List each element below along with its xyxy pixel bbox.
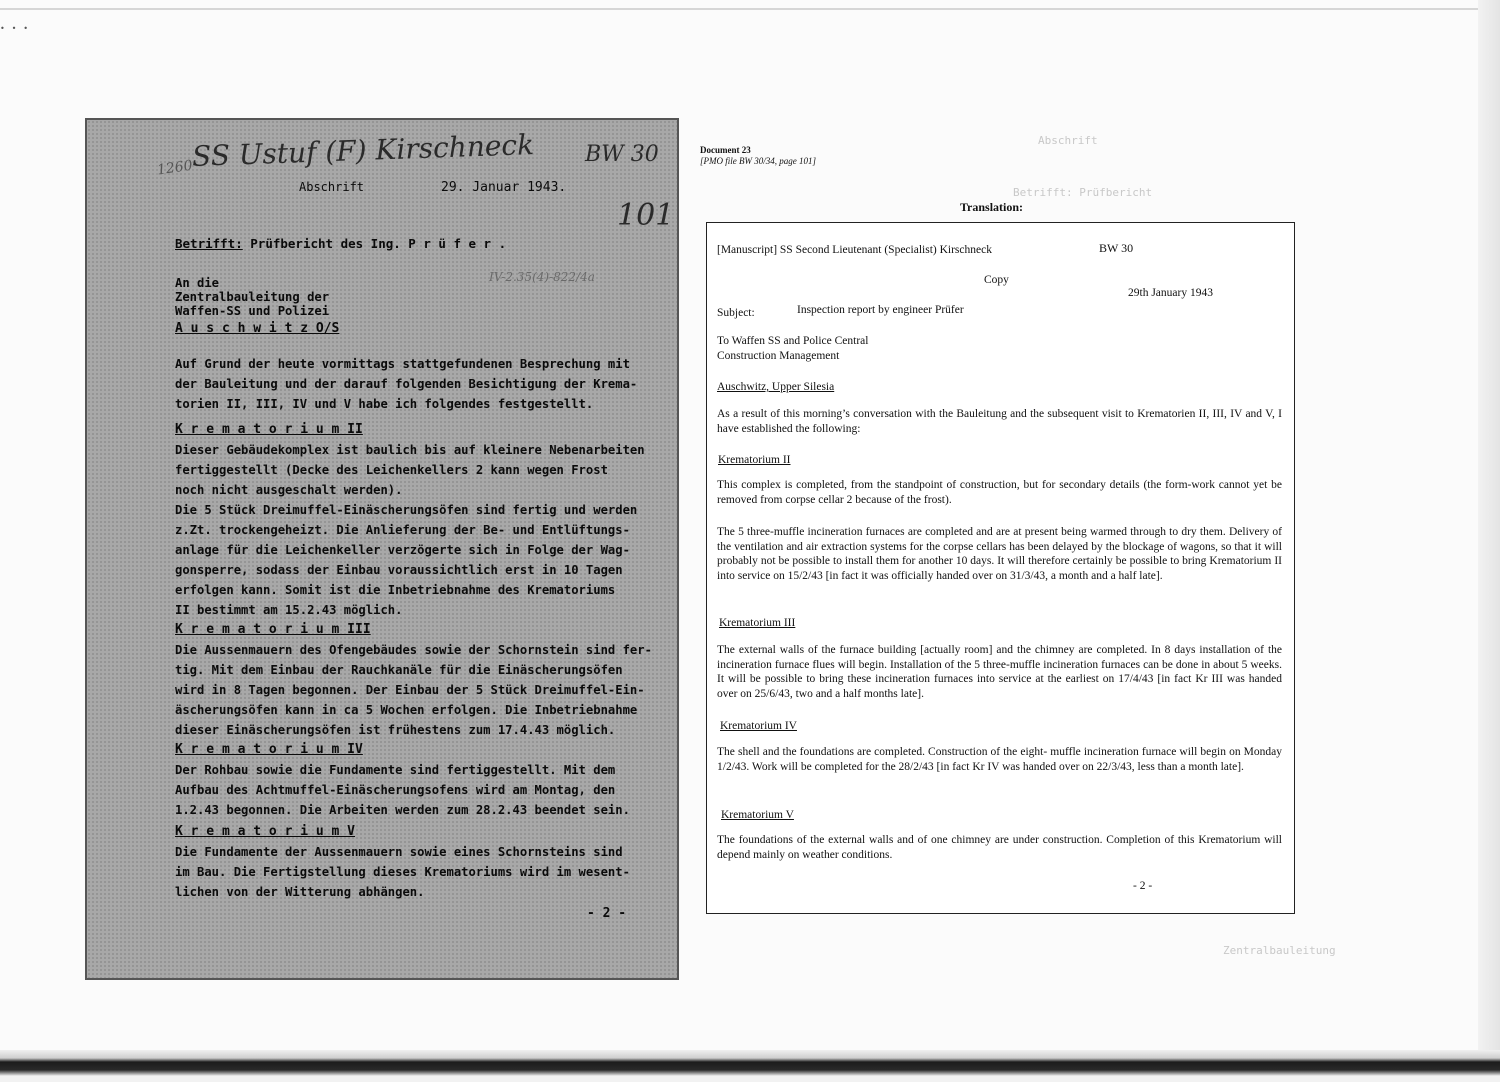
section-heading-k3: Krematorium III <box>719 617 796 629</box>
section-line: anlage für die Leichenkeller verzögerte sich in Folge der Wag- <box>175 543 630 557</box>
section-line: äscherungsöfen kann in ca 5 Wochen erfolgen. Die Inbetriebnahme <box>175 703 638 717</box>
intro-line: der Bauleitung und der darauf folgenden Besichtigung der Krema- <box>175 377 638 391</box>
bw-reference: BW 30 <box>1099 241 1134 255</box>
section-line: lichen von der Witterung abhängen. <box>175 885 425 899</box>
section-line: fertiggestellt (Decke des Leichenkellers 2 kann wegen Frost <box>175 463 608 477</box>
subject-text: Inspection report by engineer Prüfer <box>797 304 964 316</box>
section-line: Die Aussenmauern des Ofengebäudes sowie der Schornstein sind fer- <box>175 643 652 657</box>
bleed-through-text: Zentralbauleitung <box>1223 944 1336 957</box>
original-location: A u s c h w i t z O/S <box>175 321 340 336</box>
intro-line: torien II, III, IV und V habe ich folgendes festgestellt. <box>175 397 594 411</box>
recipient-line: Construction Management <box>717 350 840 362</box>
recipient-line: To Waffen SS and Police Central <box>717 335 869 347</box>
section-heading: K r e m a t o r i u m III <box>175 622 371 637</box>
translation-title: Translation: <box>959 200 1024 214</box>
translation-date: 29th January 1943 <box>1128 287 1213 299</box>
translation-box <box>706 222 1295 914</box>
section-line: Aufbau des Achtmuffel-Einäscherungsofens wird am Montag, den <box>175 783 616 797</box>
translation-page-marker: - 2 - <box>1133 880 1153 892</box>
original-date: 29. Januar 1943. <box>441 180 567 195</box>
section-k3-paragraph: The external walls of the furnace building [actually room] and the chimney are completed. In 8 days installation of the incineration furnace flues will begin. Installation of the 5 three-muffle incineration furnaces can be done in about 5 weeks. It will be possible to bring these incineration furnaces into service at the earliest on 17/4/43 [in fact Kr III was handed over on 25/6/43, two and a half months late]. <box>717 644 1282 700</box>
subject-label: Subject: <box>717 307 755 319</box>
section-heading: K r e m a t o r i u m II <box>175 422 363 437</box>
address-line: An die <box>175 276 220 290</box>
scan-top-edge <box>0 8 1500 10</box>
bleed-through-text: Betrifft: Prüfbericht <box>1013 186 1153 199</box>
bleed-through-text: Abschrift <box>1038 134 1098 147</box>
original-subject <box>175 236 506 251</box>
scan-right-edge <box>1478 0 1500 1082</box>
section-line: Der Rohbau sowie die Fundamente sind fertiggestellt. Mit dem <box>175 763 616 777</box>
section-k5-paragraph: The foundations of the external walls and of one chimney are under construction. Completion of this Krematorium will depend mainly on weather conditions. <box>717 834 1282 861</box>
document-number: Document 23 <box>700 145 751 155</box>
section-line: dieser Einäscherungsöfen ist frühestens zum 17.4.43 möglich. <box>175 723 616 737</box>
handwritten-bw-number: BW 30 <box>585 142 659 167</box>
original-section-k3 <box>175 620 652 740</box>
original-intro <box>175 354 637 414</box>
handwritten-file-note: IV-2.35(4)-822/4a <box>489 270 595 284</box>
translation-page <box>683 118 1336 957</box>
original-document-scan <box>85 118 679 980</box>
doc-label-abschrift: Abschrift <box>299 180 365 194</box>
section-line: tig. Mit dem Einbau der Rauchkanäle für die Einäscherungsöfen <box>175 663 623 677</box>
intro-paragraph: As a result of this morning’s conversation with the Bauleitung and the subsequent visit to Krematorien II, III, IV and V, I have established the following: <box>717 408 1282 435</box>
scan-corner-mark: • • • <box>0 24 30 33</box>
section-line: Die 5 Stück Dreimuffel-Einäscherungsöfen sind fertig und werden <box>175 503 638 517</box>
document-reference: [PMO file BW 30/34, page 101] <box>700 156 816 166</box>
section-line: gonsperre, sodass der Einbau voraussichtlich erst in 10 Tagen <box>175 563 623 577</box>
handwritten-page-number: 101 <box>617 198 675 233</box>
section-line: II bestimmt am 15.2.43 möglich. <box>175 603 403 617</box>
original-page-marker: - 2 - <box>587 906 627 921</box>
original-section-k5 <box>175 822 630 902</box>
section-k2-paragraph-1: This complex is completed, from the standpoint of construction, but for secondary details (the form-work cannot yet be removed from corpse cellar 2 because of the frost). <box>717 479 1282 506</box>
section-heading-k2: Krematorium II <box>718 454 791 466</box>
section-line: z.Zt. trockengeheizt. Die Anlieferung der Be- und Entlüftungs- <box>175 523 630 537</box>
section-heading-k4: Krematorium IV <box>720 720 797 732</box>
section-k4-paragraph: The shell and the foundations are completed. Construction of the eight- muffle incineration furnace will begin on Monday 1/2/43. Work will be completed for the 28/2/43 [in fact Kr IV was handed over on 22/3/43, less than a month late]. <box>717 746 1282 773</box>
section-line: wird in 8 Tagen begonnen. Der Einbau der 5 Stück Dreimuffel-Ein- <box>175 683 645 697</box>
section-line: erfolgen kann. Somit ist die Inbetriebnahme des Krematoriums <box>175 583 616 597</box>
original-subject-label: Betrifft: <box>175 236 243 251</box>
section-line: noch nicht ausgeschalt werden). <box>175 483 403 497</box>
address-line: Zentralbauleitung der <box>175 290 330 304</box>
section-heading: K r e m a t o r i u m IV <box>175 742 363 757</box>
intro-line: Auf Grund der heute vormittags stattgefundenen Besprechung mit <box>175 357 630 371</box>
section-k2-paragraph-2: The 5 three-muffle incineration furnaces are completed and are at present being warmed through to dry them. Delivery of the ventilation and air extraction systems for the corpse cellars has been delayed by the blockage of wagons, so that it will probably not be possible to install them for another 10 days. It will therefore certainly be possible to bring Krematorium II into service on 15/2/43 [in fact it was officially handed over on 31/3/43, a month and a half late]. <box>717 526 1282 582</box>
handwritten-annotation-top: SS Ustuf (F) Kirschneck <box>191 128 535 173</box>
address-line: Waffen-SS und Polizei <box>175 304 330 318</box>
section-heading-k5: Krematorium V <box>721 809 794 821</box>
section-line: 1.2.43 begonnen. Die Arbeiten werden zum 28.2.43 beendet sein. <box>175 803 630 817</box>
section-heading: K r e m a t o r i u m V <box>175 824 356 839</box>
original-subject-text: Prüfbericht des Ing. P r ü f e r . <box>250 236 507 251</box>
handwritten-left-note: 1260 <box>156 157 194 179</box>
manuscript-note: [Manuscript] SS Second Lieutenant (Specialist) Kirschneck <box>717 244 992 256</box>
original-section-k4 <box>175 740 630 820</box>
scan-bottom-edge <box>0 1050 1500 1082</box>
original-section-k2 <box>175 420 645 620</box>
section-line: Dieser Gebäudekomplex ist baulich bis auf kleinere Nebenarbeiten <box>175 443 645 457</box>
location-line: Auschwitz, Upper Silesia <box>717 381 835 393</box>
section-line: Die Fundamente der Aussenmauern sowie eines Schornsteins sind <box>175 845 623 859</box>
copy-label: Copy <box>984 274 1009 286</box>
section-line: im Bau. Die Fertigstellung dieses Krematoriums wird im wesent- <box>175 865 630 879</box>
original-address <box>175 276 329 318</box>
